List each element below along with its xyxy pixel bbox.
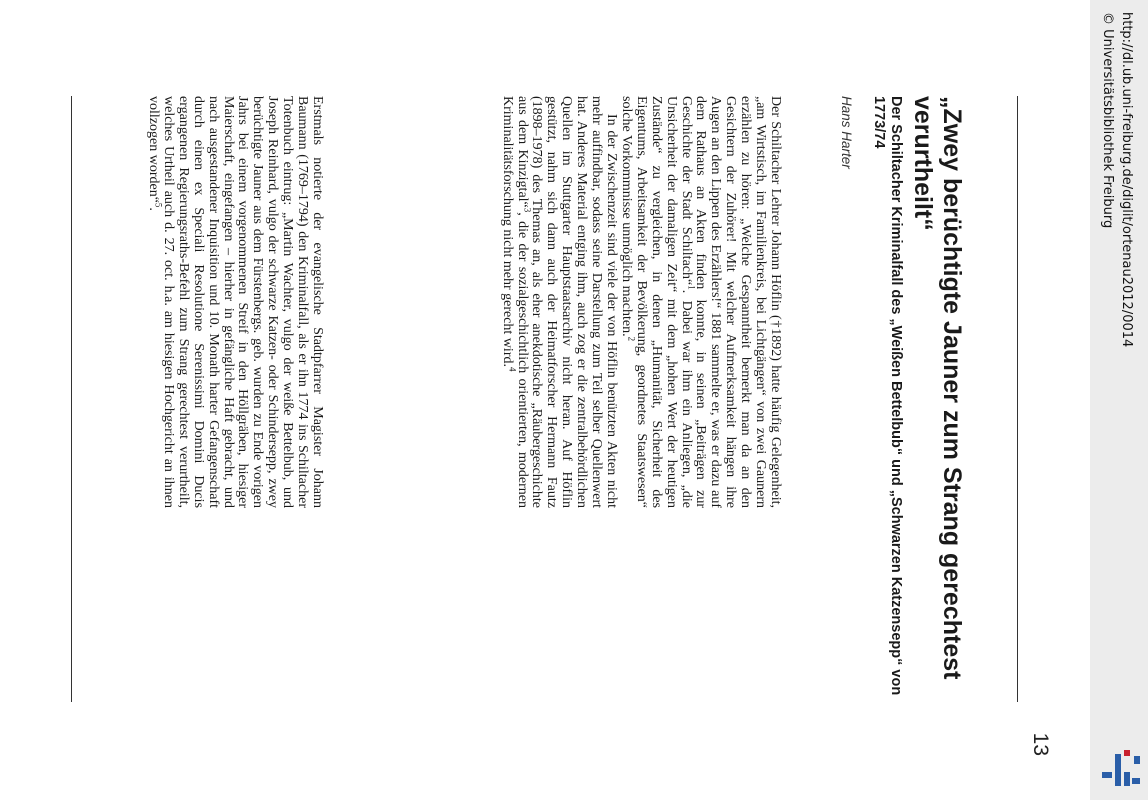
ub-freiburg-logo-icon — [1098, 746, 1142, 790]
footnote-ref-5: 5 — [153, 202, 164, 208]
footer-rule — [71, 96, 72, 702]
header-rule — [1017, 96, 1018, 702]
article-subtitle: Der Schiltacher Kriminalfall des „Weißen Bettelbub“ und „Schwarzen Katzensepp“ von 1773/74 — [871, 96, 904, 696]
copyright-notice: © Universitätsbibliothek Freiburg — [1100, 12, 1115, 229]
paragraph-3-end: . — [146, 207, 162, 211]
footnote-ref-4: 4 — [507, 366, 518, 372]
article-title: „Zwey berüchtigte Jauner zum Strang gerechtest verurtheilt“ — [909, 96, 966, 680]
footnote-ref-1: 1 — [686, 285, 697, 290]
footnote-ref-2: 2 — [626, 336, 637, 342]
footnote-ref-3: 3 — [522, 207, 533, 213]
paragraph-3 — [145, 96, 324, 508]
source-url-link[interactable]: http://dl.ub.uni-freiburg.de/diglit/ortenau2012/0014 — [1119, 12, 1134, 348]
body-section-1 — [499, 96, 782, 508]
body-section-2 — [145, 96, 324, 508]
paragraph-2 — [499, 96, 618, 508]
sidebar-text — [1090, 0, 1148, 800]
paragraph-1 — [618, 96, 782, 508]
article-author: Hans Harter — [839, 96, 854, 169]
paragraph-1-rest: . Dabei war ihm ein Anliegen, „die Unsicherheit der damaligen Zeit“ mit dem „hohen Wert der heutigen Zustände“ zu vergleichen, in denen „Humanität, Sicherheit des Eigentums, Arbeitsamkeit der Bevölkerung, geordnetes Staatswesen“ solche Vorkommnisse unmöglich machten. — [618, 96, 694, 508]
paragraph-1-text: Der Schiltacher Lehrer Johann Höflin (†1892) hatte häufig Gelegenheit, „am Wirtstisch, im Familienkreis, bei Lichtgängen“ von zwei Gaunern erzählen zu hören: „Welche Gespanntheit bemerkt man da an den Gesichtern der Zuhörer! Mit welcher Aufmerksamkeit hängen ihre Augen an den Lippen des Erzählers!“ 1881 sammelte er, was er dazu auf dem Rathaus an Akten finden konnte, in seinen „Beiträgen zur Geschichte der Stadt Schiltach“ — [678, 96, 783, 508]
paragraph-2-rest: , die der sozialgeschichtlich orientierten, modernen Kriminalitätsforschung nicht mehr gerecht wird. — [499, 96, 530, 508]
paragraph-3-text: Erstmals notierte der evangelische Stadtpfarrer Magister Johann Baumann (1769–1794) den Kriminalfall, als er ihn 1774 ins Schiltacher Totenbuch eintrug: „Martin Wachter, vulgo der weiße Bettelbub, und Joseph Reinhard, vulgo der schwarze Katzen- oder Schindersepp, zwey berüchtigte Jauner aus dem Fürstenbergs. geb. wurden zu Ende vorigen Jahrs bei einem vorgenommenen Streif in den Höllgräben, hiesiger Maierschaft, eingefangen – hierher in gefängliche Haft gebracht, und nach ausgestandener Inquisition und 10. Monath harter Gefangenschaft durch einen ex Speciali Resolutione Serenissimi Domini Ducis ergangenen Regierungsraths-Befehl zum Strang gerechtest verurtheilt, welches Urtheil auch d. 27. oct. h.a. am hiesigen Hochgericht an ihnen vollzogen worden“ — [146, 96, 325, 508]
page-number: 13 — [1029, 732, 1052, 756]
paragraph-2-text: In der Zwischenzeit sind viele der von Höflin benützten Akten nicht mehr auffindbar, sodass seine Darstellung zum Teil selber Quellenwert hat. Anderes Material entging ihm, auch zog er die zentralbehördlichen Quellen im Stuttgarter Hauptstaatsarchiv nicht heran. Auf Höflin gestützt, nahm sich dann auch der Heimatforscher Hermann Fautz (1898–1978) des Themas an, als eher anekdotische „Räubergeschichte aus dem Kinzigtal“ — [514, 96, 620, 508]
digitization-sidebar — [1090, 0, 1148, 800]
